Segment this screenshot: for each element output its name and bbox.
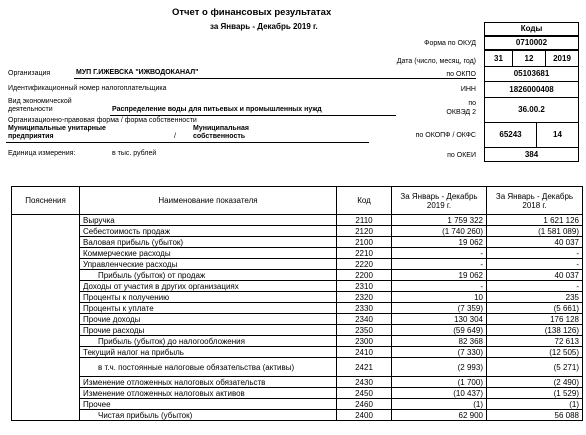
col-header-current: За Январь - Декабрь 2019 г.	[392, 187, 487, 215]
cell-current-period: 19 062	[392, 237, 487, 248]
unit-label: Единица измерения:	[8, 150, 76, 157]
cell-explanation	[12, 399, 80, 410]
cell-explanation	[12, 281, 80, 292]
okved-value: 36.00.2	[484, 97, 579, 123]
cell-previous-period: (1)	[487, 399, 583, 410]
inn-value: 1826000408	[484, 81, 579, 98]
cell-previous-period: -	[487, 248, 583, 259]
table-row	[12, 303, 583, 314]
table-row	[12, 325, 583, 336]
cell-code: 2100	[337, 237, 392, 248]
date-month: 12	[512, 50, 546, 67]
cell-explanation	[12, 314, 80, 325]
cell-current-period: (7 330)	[392, 347, 487, 358]
cell-explanation	[12, 259, 80, 270]
table-header-row	[12, 187, 583, 215]
ownership-value-2: собственность	[193, 133, 246, 140]
cell-code: 2400	[337, 410, 392, 421]
cell-code: 2300	[337, 336, 392, 347]
cell-previous-period: (5 271)	[487, 358, 583, 377]
col-header-name: Наименование показателя	[80, 187, 337, 215]
table-row	[12, 314, 583, 325]
cell-indicator-name: Прибыль (убыток) до налогообложения	[80, 336, 337, 347]
table-row	[12, 399, 583, 410]
cell-previous-period: -	[487, 281, 583, 292]
table-row	[12, 347, 583, 358]
cell-indicator-name: Изменение отложенных налоговых обязательств	[80, 377, 337, 388]
okopf-label: по ОКОПФ / ОКФС	[415, 132, 476, 139]
cell-explanation	[12, 215, 80, 226]
cell-current-period: 62 900	[392, 410, 487, 421]
cell-indicator-name: Чистая прибыль (убыток)	[80, 410, 337, 421]
cell-code: 2120	[337, 226, 392, 237]
cell-indicator-name: Валовая прибыль (убыток)	[80, 237, 337, 248]
cell-previous-period: (1 581 089)	[487, 226, 583, 237]
cell-previous-period: (1 529)	[487, 388, 583, 399]
date-day: 31	[484, 50, 513, 67]
report-table	[11, 186, 583, 421]
table-row	[12, 215, 583, 226]
cell-previous-period: 176 128	[487, 314, 583, 325]
cell-indicator-name: Коммерческие расходы	[80, 248, 337, 259]
cell-explanation	[12, 292, 80, 303]
cell-current-period: 19 062	[392, 270, 487, 281]
cell-current-period: (1)	[392, 399, 487, 410]
cell-explanation	[12, 226, 80, 237]
cell-previous-period: (138 126)	[487, 325, 583, 336]
table-row	[12, 336, 583, 347]
legal-form-value-1: Муниципальные унитарные	[8, 125, 106, 132]
cell-current-period: (2 993)	[392, 358, 487, 377]
table-row	[12, 259, 583, 270]
table-body	[12, 215, 583, 421]
cell-current-period: -	[392, 248, 487, 259]
activity-value: Распределение воды для питьевых и промышленных нужд	[112, 106, 322, 113]
cell-code: 2421	[337, 358, 392, 377]
cell-explanation	[12, 336, 80, 347]
cell-current-period: 130 304	[392, 314, 487, 325]
ownership-value-1: Муниципальная	[193, 125, 249, 132]
cell-current-period: (7 359)	[392, 303, 487, 314]
cell-explanation	[12, 347, 80, 358]
okpo-label: по ОКПО	[446, 71, 476, 78]
cell-code: 2220	[337, 259, 392, 270]
cell-current-period: -	[392, 281, 487, 292]
cell-current-period: (59 649)	[392, 325, 487, 336]
okpo-value: 05103681	[484, 66, 579, 82]
table-row	[12, 237, 583, 248]
cell-current-period: (1 700)	[392, 377, 487, 388]
cell-code: 2450	[337, 388, 392, 399]
okei-value: 384	[484, 147, 579, 162]
cell-explanation	[12, 388, 80, 399]
cell-indicator-name: Прочее	[80, 399, 337, 410]
table-row	[12, 248, 583, 259]
okei-label: по ОКЕИ	[447, 152, 476, 159]
cell-indicator-name: Доходы от участия в других организациях	[80, 281, 337, 292]
cell-code: 2430	[337, 377, 392, 388]
inn-label: ИНН	[460, 86, 476, 93]
cell-current-period: (1 740 260)	[392, 226, 487, 237]
codes-heading: Коды	[520, 24, 543, 33]
cell-code: 2350	[337, 325, 392, 336]
okud-value: 0710002	[484, 36, 579, 50]
cell-explanation	[12, 377, 80, 388]
cell-explanation	[12, 410, 80, 421]
cell-indicator-name: Выручка	[80, 215, 337, 226]
org-underline	[74, 78, 476, 79]
cell-previous-period: 56 088	[487, 410, 583, 421]
legal-form-underline	[6, 142, 369, 143]
cell-previous-period: 40 037	[487, 237, 583, 248]
cell-indicator-name: Проценты к получению	[80, 292, 337, 303]
cell-previous-period: -	[487, 259, 583, 270]
activity-label-1: Вид экономической	[8, 98, 72, 105]
cell-previous-period: (5 661)	[487, 303, 583, 314]
unit-value: в тыс. рублей	[112, 150, 157, 157]
table-row	[12, 410, 583, 421]
cell-previous-period: (12 505)	[487, 347, 583, 358]
col-header-previous: За Январь - Декабрь 2018 г.	[487, 187, 583, 215]
table-row	[12, 226, 583, 237]
cell-current-period: 10	[392, 292, 487, 303]
legal-form-slash: /	[174, 133, 176, 140]
cell-code: 2460	[337, 399, 392, 410]
cell-indicator-name: в т.ч. постоянные налоговые обязательства (активы)	[80, 358, 337, 377]
org-value: МУП Г.ИЖЕВСКА "ИЖВОДОКАНАЛ"	[76, 69, 199, 76]
cell-explanation	[12, 270, 80, 281]
cell-code: 2110	[337, 215, 392, 226]
col-header-explanations: Пояснения	[12, 187, 80, 215]
cell-indicator-name: Текущий налог на прибыль	[80, 347, 337, 358]
cell-indicator-name: Прочие расходы	[80, 325, 337, 336]
codes-heading-box	[484, 22, 579, 36]
cell-indicator-name: Прибыль (убыток) от продаж	[80, 270, 337, 281]
cell-indicator-name: Проценты к уплате	[80, 303, 337, 314]
cell-previous-period: 1 621 126	[487, 215, 583, 226]
cell-current-period: (10 437)	[392, 388, 487, 399]
date-label: Дата (число, месяц, год)	[396, 58, 476, 65]
okved-label-1: по	[468, 100, 476, 107]
cell-indicator-name: Прочие доходы	[80, 314, 337, 325]
cell-current-period: -	[392, 259, 487, 270]
report-title: Отчет о финансовых результатах	[172, 7, 332, 18]
cell-previous-period: 235	[487, 292, 583, 303]
cell-explanation	[12, 358, 80, 377]
cell-previous-period: (2 490)	[487, 377, 583, 388]
table-row	[12, 292, 583, 303]
org-label: Организация	[8, 70, 51, 77]
report-period: за Январь - Декабрь 2019 г.	[210, 22, 318, 31]
cell-current-period: 1 759 322	[392, 215, 487, 226]
cell-code: 2340	[337, 314, 392, 325]
cell-indicator-name: Себестоимость продаж	[80, 226, 337, 237]
table-row	[12, 377, 583, 388]
date-year: 2019	[545, 50, 579, 67]
cell-code: 2330	[337, 303, 392, 314]
table-row	[12, 281, 583, 292]
cell-explanation	[12, 237, 80, 248]
cell-previous-period: 72 613	[487, 336, 583, 347]
legal-form-label: Организационно-правовая форма / форма собственности	[8, 117, 197, 124]
cell-code: 2310	[337, 281, 392, 292]
table-row	[12, 358, 583, 377]
cell-explanation	[12, 303, 80, 314]
col-header-code: Код	[337, 187, 392, 215]
okved-label-2: ОКВЭД 2	[446, 109, 476, 116]
table-row	[12, 270, 583, 281]
okfs-value: 14	[536, 122, 579, 148]
cell-code: 2200	[337, 270, 392, 281]
cell-previous-period: 40 037	[487, 270, 583, 281]
cell-indicator-name: Изменение отложенных налоговых активов	[80, 388, 337, 399]
cell-explanation	[12, 248, 80, 259]
legal-form-value-2: предприятия	[8, 133, 54, 140]
cell-current-period: 82 368	[392, 336, 487, 347]
okopf-value: 65243	[484, 122, 537, 148]
cell-code: 2320	[337, 292, 392, 303]
inn-row-label: Идентификационный номер налогоплательщика	[8, 85, 167, 92]
activity-label-2: деятельности	[8, 106, 53, 113]
cell-indicator-name: Управленческие расходы	[80, 259, 337, 270]
table-row	[12, 388, 583, 399]
cell-code: 2410	[337, 347, 392, 358]
cell-explanation	[12, 325, 80, 336]
cell-code: 2210	[337, 248, 392, 259]
okud-label: Форма по ОКУД	[424, 40, 476, 47]
